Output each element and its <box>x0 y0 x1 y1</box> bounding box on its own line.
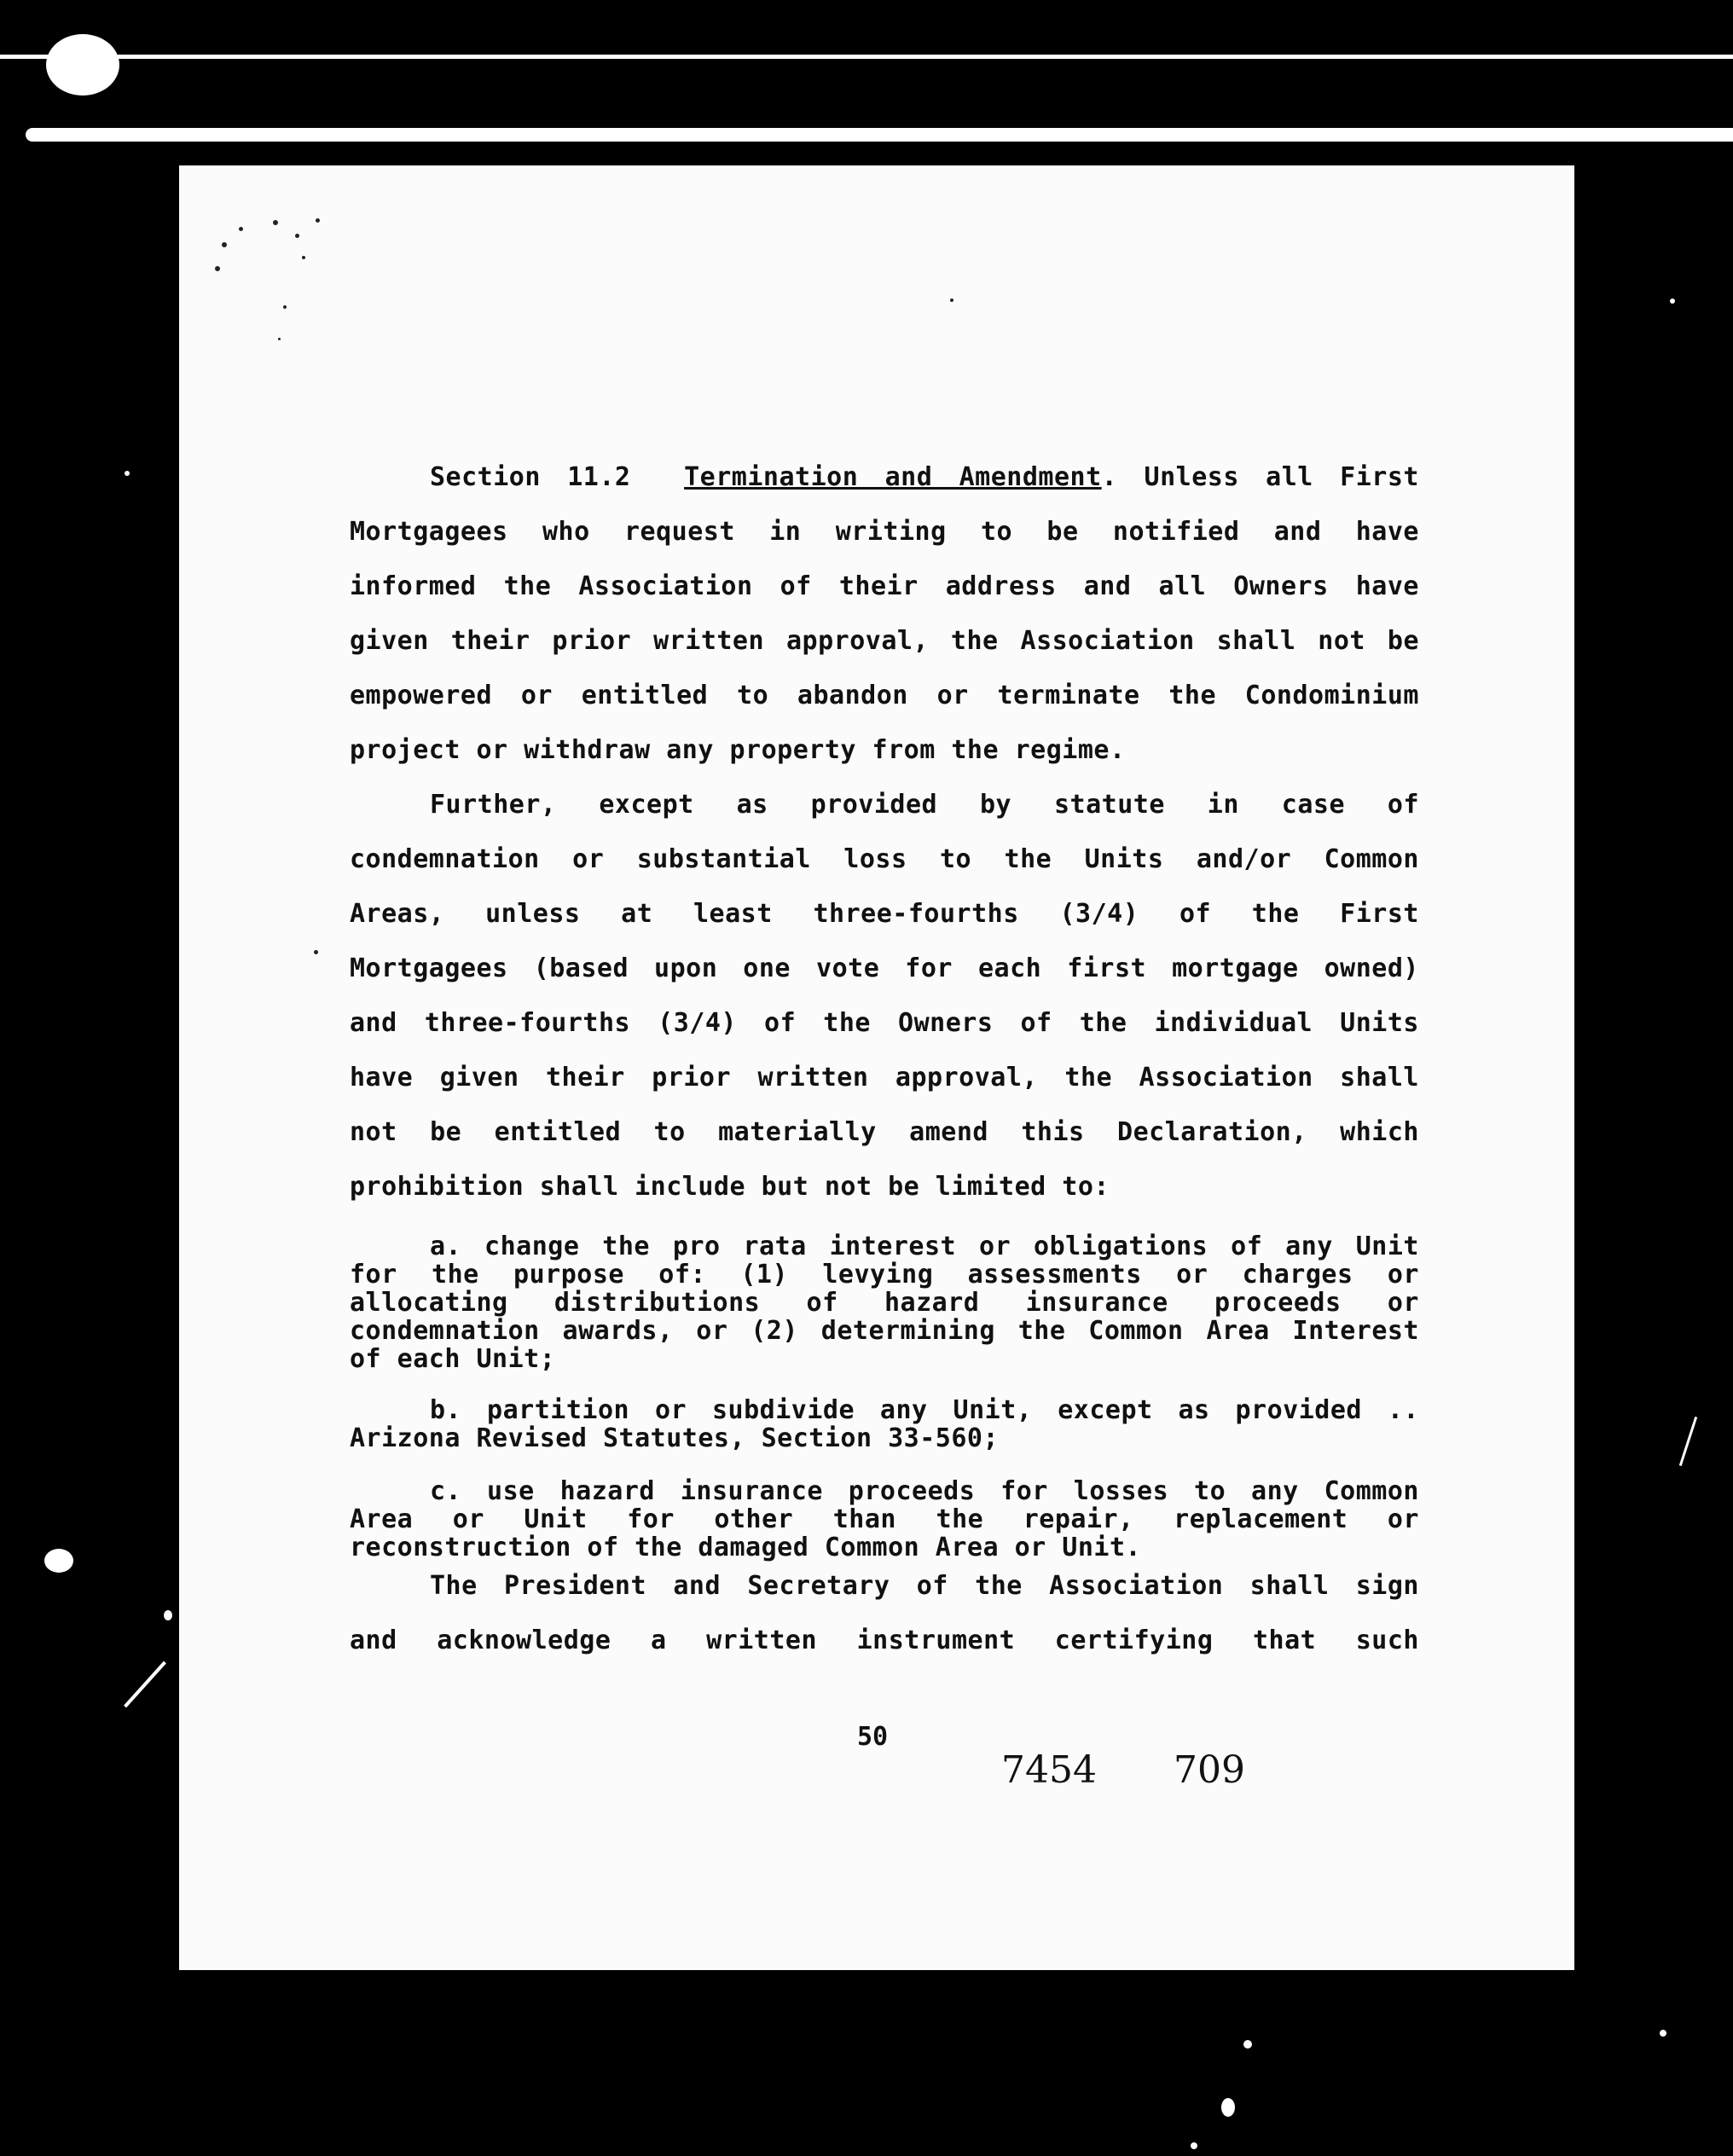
scan-speck <box>164 1610 172 1620</box>
text-line: Area or Unit for other than the repair, replacement or <box>350 1504 1419 1534</box>
list-item-c <box>350 1477 1419 1562</box>
section-number: Section 11.2 <box>430 462 631 492</box>
text-line: Areas, unless at least three-fourths (3/4) of the First <box>350 899 1419 929</box>
text-line: given their prior written approval, the Association shall not be <box>350 626 1419 656</box>
scan-hair <box>124 1661 166 1708</box>
paragraph-amendment <box>350 778 1419 1214</box>
document-page <box>179 165 1574 1970</box>
text-line: Mortgagees (based upon one vote for each first mortgage owned) <box>350 953 1419 983</box>
paragraph-certification <box>350 1559 1419 1668</box>
page-speck <box>215 266 220 271</box>
text-line: of each Unit; <box>350 1344 556 1374</box>
text-line: b. partition or subdivide any Unit, except as provided .. <box>430 1395 1419 1425</box>
section-heading-line <box>350 450 1419 505</box>
text-line: and acknowledge a written instrument certifying that such <box>350 1626 1419 1655</box>
list-item-b <box>350 1396 1419 1452</box>
text-line: prohibition shall include but not be limited to: <box>350 1172 1110 1202</box>
page-speck <box>273 220 278 225</box>
section-title: Termination and Amendment <box>684 462 1102 492</box>
page-speck <box>316 218 320 223</box>
page-speck <box>283 305 287 309</box>
text-line: project or withdraw any property from the regime. <box>350 735 1126 765</box>
page-speck <box>239 227 243 231</box>
text-line: empowered or entitled to abandon or terminate the Condominium <box>350 681 1419 710</box>
text-line: Mortgagees who request in writing to be notified and have <box>350 517 1419 547</box>
scan-blot <box>1221 2098 1235 2117</box>
scan-blot <box>46 34 119 96</box>
page-speck <box>222 242 227 247</box>
scan-hair <box>1679 1417 1697 1466</box>
page-speck <box>314 950 318 954</box>
text-line: c. use hazard insurance proceeds for losses to any Common <box>430 1476 1419 1506</box>
list-item-a <box>350 1232 1419 1373</box>
text-line: for the purpose of: (1) levying assessments or charges or <box>350 1260 1419 1290</box>
scan-speck <box>125 471 130 476</box>
text-line: reconstruction of the damaged Common Area or Unit. <box>350 1533 1142 1562</box>
recording-book-number: 7454 <box>1001 1748 1097 1792</box>
page-speck <box>295 234 299 238</box>
text-line: Further, except as provided by statute in case of <box>430 790 1419 820</box>
page-speck <box>950 298 953 302</box>
text-line: have given their prior written approval, the Association shall <box>350 1063 1419 1092</box>
scan-speck <box>1191 2142 1197 2149</box>
page-speck <box>278 338 281 340</box>
text-line: The President and Secretary of the Association shall sign <box>430 1571 1419 1601</box>
section-heading-suffix: . Unless all First <box>1101 462 1419 492</box>
page-number: 50 <box>857 1722 889 1752</box>
recording-page-number: 709 <box>1174 1748 1245 1792</box>
scan-border-band <box>26 128 1733 142</box>
scan-speck <box>1243 2040 1252 2049</box>
scan-speck <box>1670 298 1675 304</box>
scan-speck <box>1660 2030 1666 2037</box>
page-speck <box>302 256 305 259</box>
text-line: a. change the pro rata interest or obligations of any Unit <box>430 1232 1419 1261</box>
text-line: not be entitled to materially amend this Declaration, which <box>350 1117 1419 1147</box>
text-line: condemnation or substantial loss to the Units and/or Common <box>350 844 1419 874</box>
text-line: condemnation awards, or (2) determining the Common Area Interest <box>350 1316 1419 1346</box>
text-line: and three-fourths (3/4) of the Owners of the individual Units <box>350 1008 1419 1038</box>
text-line: Arizona Revised Statutes, Section 33-560; <box>350 1423 1000 1453</box>
paragraph-termination <box>350 450 1419 778</box>
scan-border-line <box>0 55 1733 59</box>
text-line: informed the Association of their address and all Owners have <box>350 571 1419 601</box>
scan-blot <box>44 1549 73 1573</box>
text-line: allocating distributions of hazard insurance proceeds or <box>350 1288 1419 1318</box>
